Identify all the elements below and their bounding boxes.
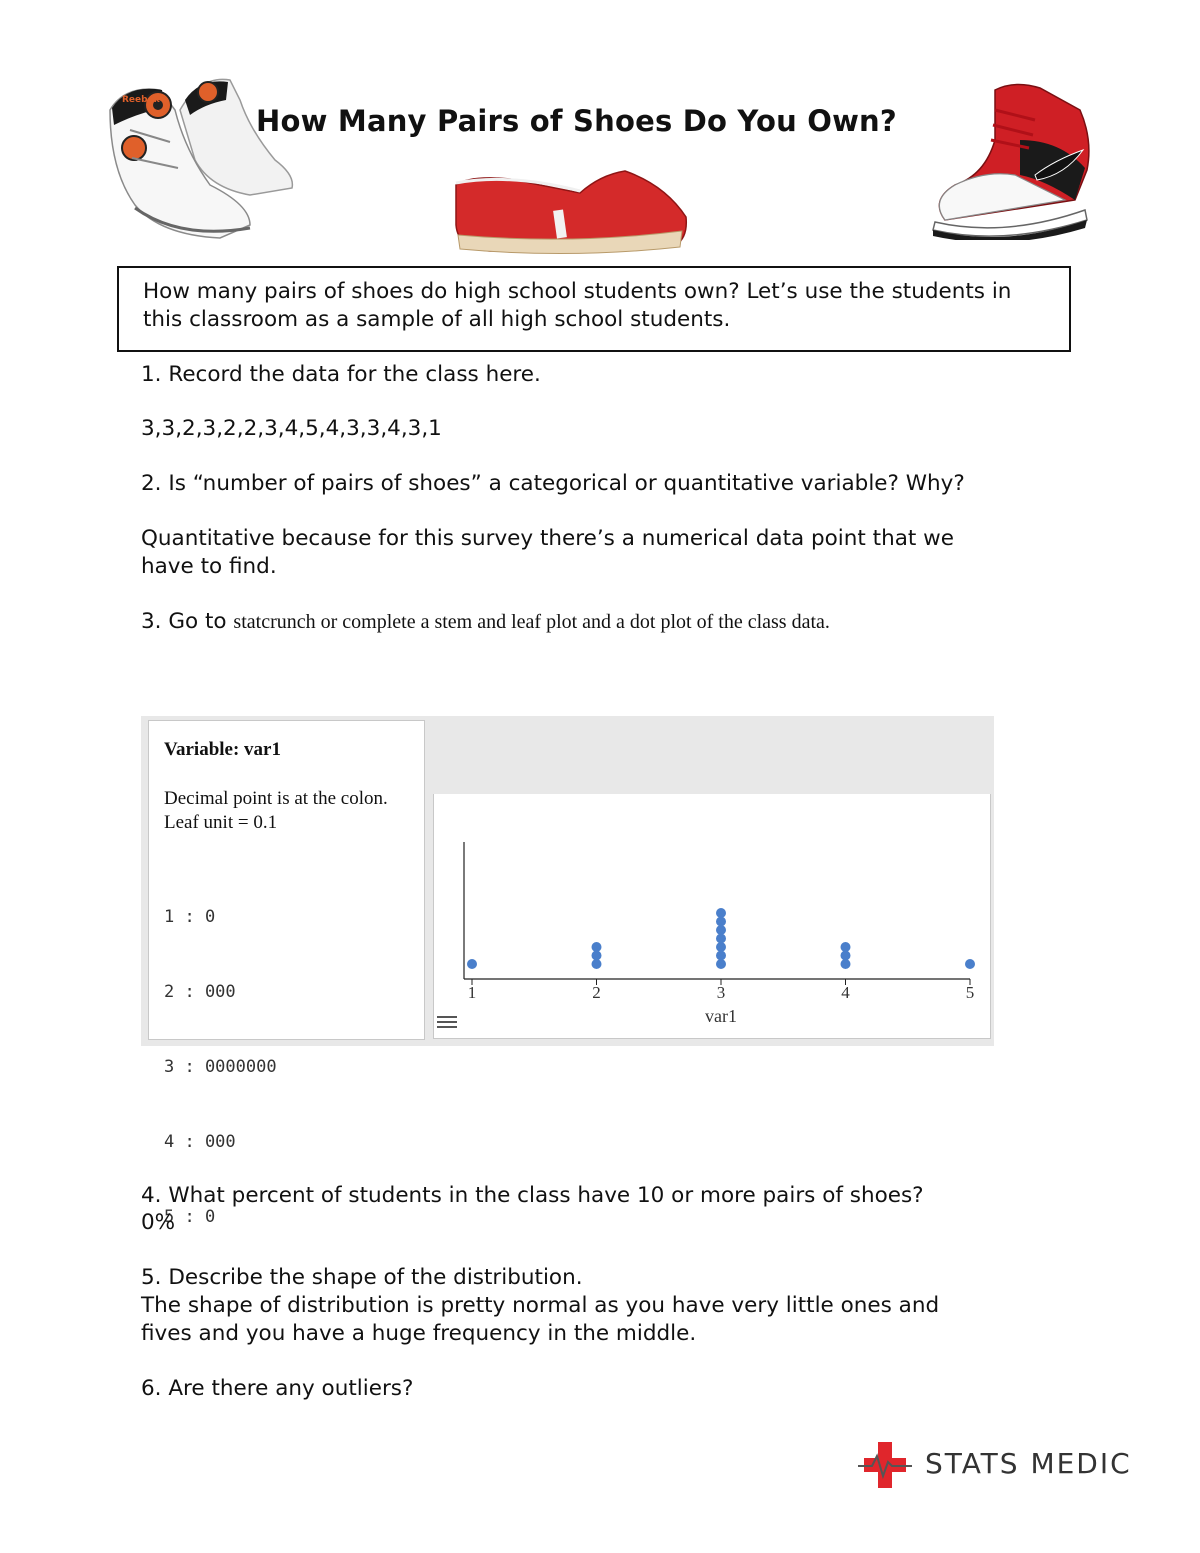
dot-plot-panel: [433, 716, 994, 1046]
stem-leaf-panel: [141, 716, 433, 1227]
x-tick-label: 4: [841, 983, 850, 1002]
answer-4: 0%: [141, 1210, 176, 1235]
stem-leaf-note-line-1: Decimal point is at the colon.: [164, 788, 388, 809]
answer-5-line-1: The shape of distribution is pretty normal as you have very little ones and: [141, 1293, 940, 1318]
chart-menu-icon[interactable]: [437, 1016, 457, 1032]
question-3: [141, 608, 830, 636]
question-2: 2. Is “number of pairs of shoes” a categorical or quantitative variable? Why?: [141, 471, 965, 496]
dot-plot-point: [841, 942, 851, 952]
stem-leaf-variable-label: Variable: var1: [164, 739, 281, 760]
answer-2-line-2: have to find.: [141, 554, 277, 579]
x-tick-label: 1: [467, 983, 477, 1002]
dot-plot-point: [965, 959, 975, 969]
jordan-sneaker-image: [925, 80, 1097, 240]
stem-leaf-row: 5 : 0: [164, 1207, 216, 1227]
stem-leaf-note: [164, 787, 388, 835]
x-tick-label: 5: [965, 983, 975, 1002]
stem-leaf-note-line-2: Leaf unit = 0.1: [164, 812, 278, 833]
question-4: 4. What percent of students in the class have 10 or more pairs of shoes?: [141, 1183, 924, 1208]
x-axis-label: var1: [705, 1006, 737, 1026]
question-3-rest: statcrunch or complete a stem and leaf plot and a dot plot of the class data.: [233, 611, 830, 633]
dot-plot-area: [433, 794, 991, 1039]
x-tick-label: 2: [592, 983, 601, 1002]
question-1: 1. Record the data for the class here.: [141, 362, 541, 387]
answer-1: 3,3,2,3,2,2,3,4,5,4,3,3,4,3,1: [141, 416, 442, 441]
intro-box: [117, 266, 1071, 352]
intro-text: How many pairs of shoes do high school students own? Let’s use the students in this classroom as a sample of all high school students.: [143, 279, 1012, 332]
stem-leaf-row: 3 : 0000000: [164, 1057, 277, 1077]
dot-plot-point: [467, 959, 477, 969]
question-3-prefix: 3. Go to: [141, 609, 234, 634]
stem-leaf-row: 1 : 0: [164, 907, 216, 927]
stem-leaf-rows: [164, 855, 277, 1280]
reebok-sneakers-image: [100, 70, 300, 245]
red-slip-on-shoe-image: [450, 165, 692, 257]
question-5: 5. Describe the shape of the distribution.: [141, 1265, 583, 1290]
dot-plot-point: [716, 908, 726, 918]
answer-5-line-2: fives and you have a huge frequency in the middle.: [141, 1321, 697, 1346]
reebok-logo-text: Reebok: [122, 95, 160, 105]
stats-medic-brand: STATS MEDIC: [925, 1447, 1132, 1480]
stem-leaf-row: 4 : 000: [164, 1132, 236, 1152]
x-tick-label: 3: [716, 983, 726, 1002]
page-title: How Many Pairs of Shoes Do You Own?: [256, 104, 897, 138]
dot-plot-svg: [434, 794, 990, 1038]
answer-2-line-1: Quantitative because for this survey there’s a numerical data point that we: [141, 526, 954, 551]
stats-medic-cross-icon: [858, 1442, 912, 1492]
dot-plot-point: [592, 942, 602, 952]
question-6: 6. Are there any outliers?: [141, 1376, 414, 1401]
stem-leaf-row: 2 : 000: [164, 982, 236, 1002]
